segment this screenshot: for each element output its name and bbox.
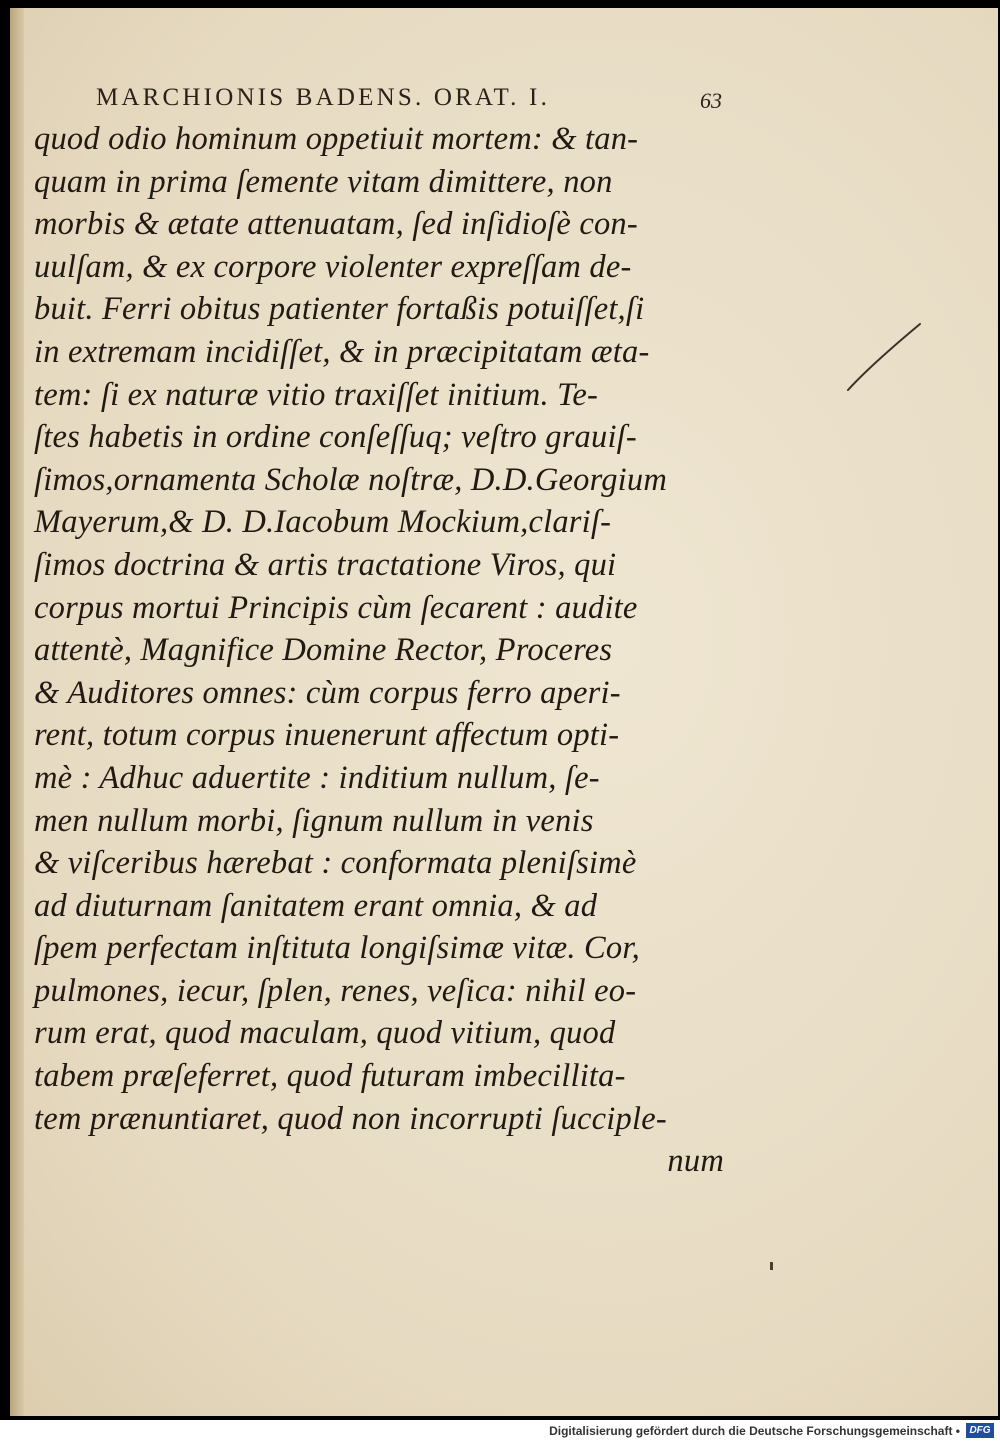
catchword: num	[667, 1143, 724, 1180]
text-line: buit. Ferri obitus patienter fortaßis potuiſſet,ſi	[34, 291, 645, 328]
text-line: quod odio hominum oppetiuit mortem: & tan-	[34, 121, 639, 157]
text-line: ſimos,ornamenta Scholæ noſtræ, D.D.Georgium	[34, 461, 668, 498]
body-text	[34, 118, 724, 1183]
pencil-margin-mark	[836, 320, 926, 400]
text-line: quam in prima ſemente vitam dimittere, non	[34, 163, 613, 200]
text-line: tem prænuntiaret, quod non incorrupti ſucciple-	[34, 1100, 667, 1137]
text-line: pulmones, iecur, ſplen, renes, veſica: nihil eo-	[34, 972, 637, 1009]
dfg-logo-icon: DFG	[966, 1423, 994, 1438]
text-line: tabem præſeferret, quod futuram imbecillita-	[34, 1058, 626, 1095]
ink-speck	[770, 1262, 773, 1270]
page-gutter-edge	[10, 8, 24, 1416]
text-line: uulſam, & ex corpore violenter expreſſam de-	[34, 248, 632, 285]
text-line: corpus mortui Principis cùm ſecarent : audite	[34, 589, 638, 626]
text-line: & Auditores omnes: cùm corpus ferro aperi-	[34, 674, 621, 711]
text-line: rent, totum corpus inuenerunt affectum opti-	[34, 717, 620, 754]
text-line: mè : Adhuc aduertite : inditium nullum, ſe-	[34, 759, 600, 796]
text-line: ſpem perfectam inſtituta longiſsimæ vitæ. Cor,	[34, 930, 640, 967]
text-line: morbis & ætate attenuatam, ſed inſidioſè con-	[34, 206, 638, 243]
text-line: rum erat, quod maculam, quod vitium, quod	[34, 1015, 616, 1052]
text-line: ſimos doctrina & artis tractatione Viros, qui	[34, 546, 617, 583]
funding-credit: Digitalisierung gefördert durch die Deutsche Forschungsgemeinschaft •	[549, 1424, 960, 1438]
text-line: ſtes habetis in ordine conſeſſuq; veſtro grauiſ-	[34, 419, 637, 456]
text-line: men nullum morbi, ſignum nullum in venis	[34, 802, 594, 839]
text-line: in extremam incidiſſet, & in præcipitatam æta-	[34, 333, 650, 370]
running-head: MARCHIONIS BADENS. ORAT. I.	[96, 84, 551, 111]
text-line: tem: ſi ex naturæ vitio traxiſſet initium. Te-	[34, 376, 599, 413]
page-number: 63	[700, 88, 722, 113]
text-line: & viſceribus hærebat : conformata pleniſsimè	[34, 845, 637, 882]
text-line: Mayerum,& D. D.Iacobum Mockium,clariſ-	[34, 504, 612, 541]
text-line: ad diuturnam ſanitatem erant omnia, & ad	[34, 887, 598, 924]
text-line: attentè, Magnifice Domine Rector, Proceres	[34, 632, 613, 669]
